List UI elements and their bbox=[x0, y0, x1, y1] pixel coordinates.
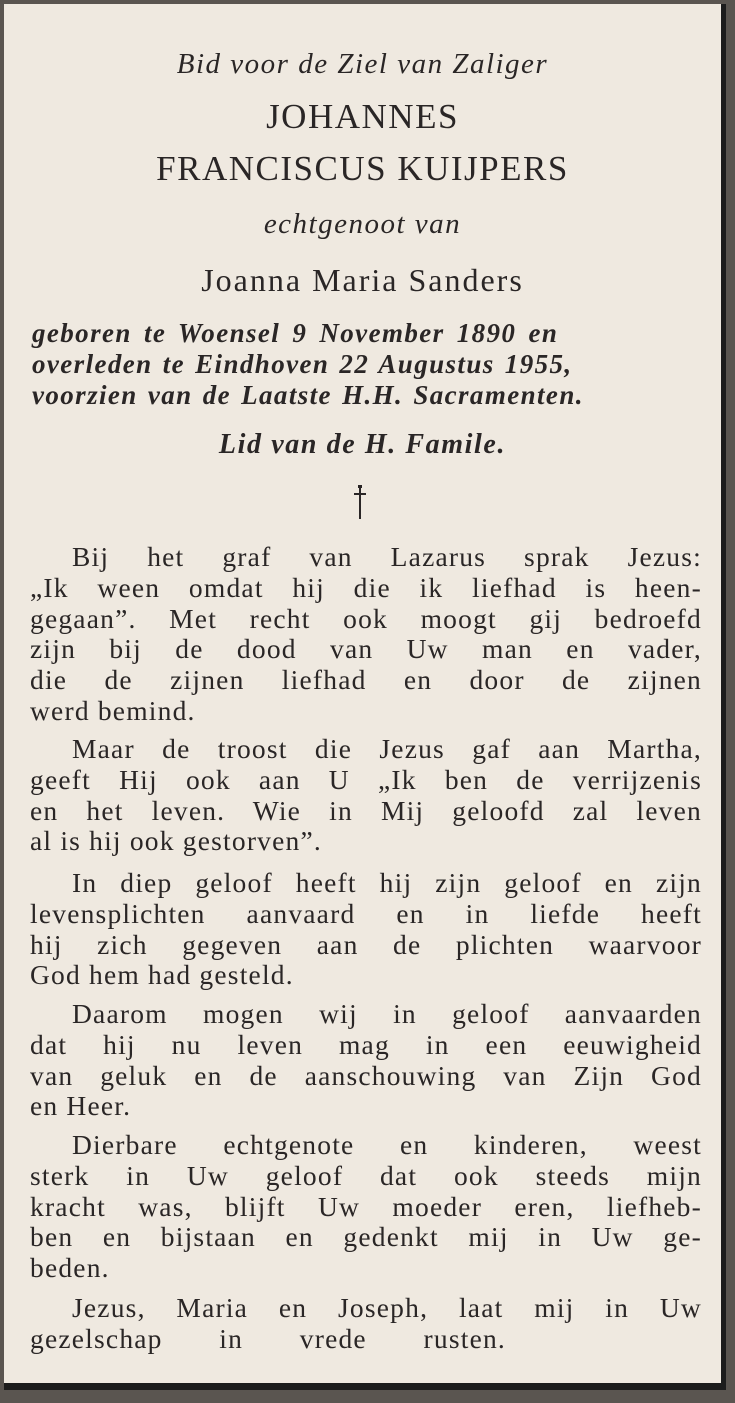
text-line: dat hij nu leven mag in een eeuwigheid bbox=[30, 1028, 702, 1060]
text-line: sterk in Uw geloof dat ook steeds mijn bbox=[30, 1159, 702, 1191]
text-line: Bij het graf van Lazarus sprak Jezus: bbox=[72, 541, 702, 572]
text-line: gezelschap in vrede rusten. bbox=[30, 1322, 506, 1354]
text-line: beden. bbox=[30, 1252, 110, 1284]
text-line: Maar de troost die Jezus gaf aan Martha, bbox=[72, 733, 702, 764]
cross-icon bbox=[353, 485, 367, 519]
text-line: van geluk en de aanschouwing van Zijn God bbox=[30, 1059, 702, 1091]
text-line: In diep geloof heeft hij zijn geloof en zijn bbox=[72, 867, 702, 898]
membership-line: Lid van de H. Famile. bbox=[218, 429, 507, 460]
sacraments-line: voorzien van de Laatste H.H. Sacramenten. bbox=[32, 380, 584, 410]
text-line: levensplichten aanvaard en in liefde heeft bbox=[30, 897, 702, 929]
paragraph-lazarus bbox=[30, 542, 702, 727]
text-line: God hem had gesteld. bbox=[30, 959, 294, 991]
intro-line: Bid voor de Ziel van Zaliger bbox=[176, 48, 549, 80]
text-line: ben en bijstaan en gedenkt mij in Uw ge- bbox=[30, 1221, 702, 1253]
paragraph-faith bbox=[30, 868, 702, 991]
text-line: zijn bij de dood van Uw man en vader, bbox=[30, 633, 702, 665]
paragraph-prayer bbox=[30, 1293, 702, 1355]
paragraph-eternity bbox=[30, 999, 702, 1122]
deceased-first-names: JOHANNES bbox=[266, 97, 459, 136]
paragraph-martha bbox=[30, 734, 702, 857]
text-line: geeft Hij ook aan U „Ik ben de verrijzenis bbox=[30, 763, 702, 795]
text-line: en Heer. bbox=[30, 1090, 132, 1122]
birth-line: geboren te Woensel 9 November 1890 en bbox=[32, 318, 559, 348]
text-line: Jezus, Maria en Joseph, laat mij in Uw bbox=[72, 1292, 702, 1323]
paragraph-family bbox=[30, 1130, 702, 1284]
text-line: die de zijnen liefhad en door de zijnen bbox=[30, 664, 702, 696]
text-line: werd bemind. bbox=[30, 694, 196, 726]
death-line: overleden te Eindhoven 22 Augustus 1955, bbox=[32, 349, 573, 379]
text-line: „Ik ween omdat hij die ik liefhad is heen- bbox=[30, 571, 702, 603]
text-line: al is hij ook gestorven”. bbox=[30, 825, 322, 857]
text-line: Daarom mogen wij in geloof aanvaarden bbox=[72, 998, 702, 1029]
text-line: Dierbare echtgenote en kinderen, weest bbox=[72, 1129, 702, 1160]
memorial-card bbox=[4, 4, 726, 1390]
spouse-label: echtgenoot van bbox=[263, 208, 462, 240]
text-line: gegaan”. Met recht ook moogt gij bedroefd bbox=[30, 602, 702, 634]
deceased-names: FRANCISCUS KUIJPERS bbox=[156, 149, 569, 188]
text-line: en het leven. Wie in Mij geloofd zal leven bbox=[30, 794, 702, 826]
text-line: hij zich gegeven aan de plichten waarvoor bbox=[30, 928, 702, 960]
text-line: kracht was, blijft Uw moeder eren, liefheb- bbox=[30, 1190, 702, 1222]
spouse-name: Joanna Maria Sanders bbox=[201, 262, 524, 298]
